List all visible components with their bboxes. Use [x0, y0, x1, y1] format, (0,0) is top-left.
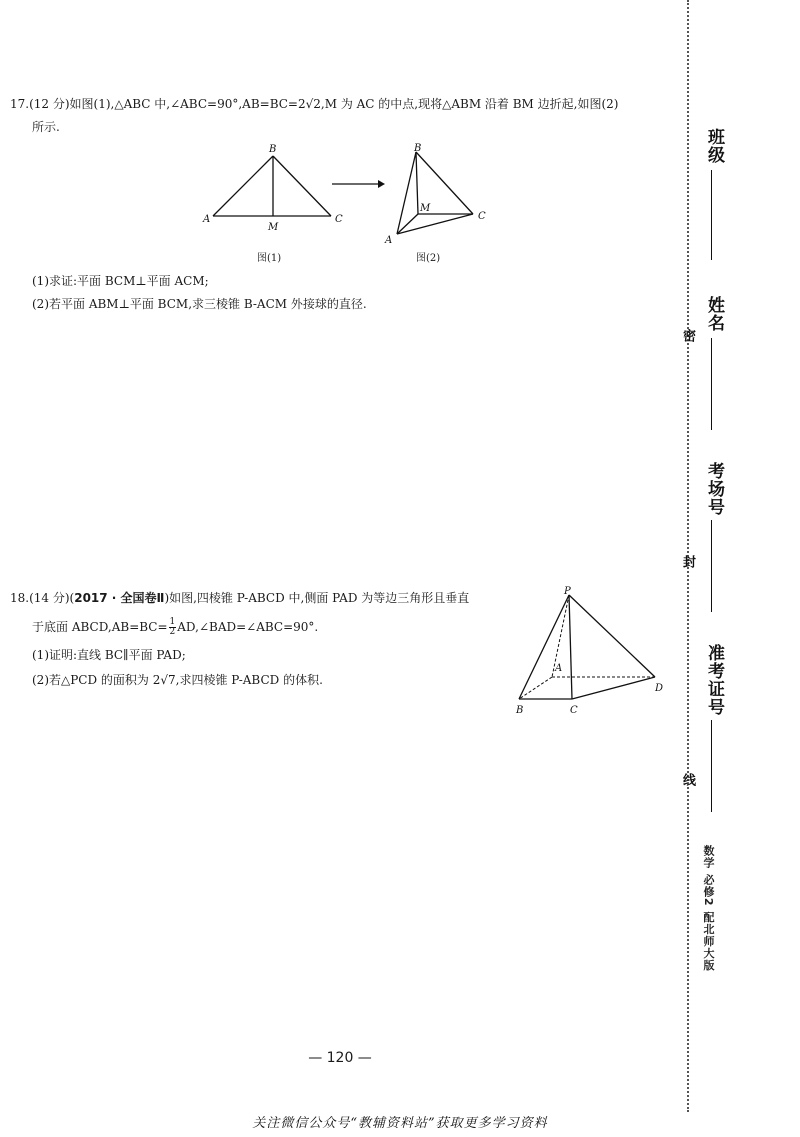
q17-fig1-caption: 图(1) [257, 253, 282, 264]
q17-figure-2 [385, 142, 495, 248]
fig2-label-m: M [420, 203, 431, 214]
fig1-edge-bc [273, 156, 331, 216]
book-info: 数学 必修2 配北师大版 [702, 845, 715, 972]
q18-source: 2017 · 全国卷Ⅱ [74, 591, 165, 605]
fraction-one-half: $\frac{1}{2}$ [169, 617, 176, 637]
exam-room-underline [711, 520, 712, 612]
pyr-edge-pd [569, 595, 655, 677]
pyr-label-d: D [655, 683, 664, 694]
q17-line2: 所示. [32, 120, 60, 134]
q18-number: 18.(14 分)( [10, 591, 75, 605]
q17-figure-1 [195, 140, 355, 240]
class-underline [711, 170, 712, 260]
pyr-edge-cd [572, 677, 655, 699]
pyr-label-p: P [564, 586, 571, 597]
pyr-label-c: C [570, 705, 578, 716]
fig1-label-c: C [335, 214, 343, 225]
admission-number-underline [711, 720, 712, 812]
q18-line1 [10, 591, 469, 605]
q18-line2: 于底面 ABCD,AB=BC= $\frac{1}{2}$ AD,∠BAD=∠ABC=90°. [32, 617, 319, 637]
q18-part1: (1)证明:直线 BC∥平面 PAD; [32, 648, 186, 662]
fig1-label-b: B [269, 144, 277, 155]
fig2-edge-ba [397, 152, 416, 234]
pyr-label-a: A [555, 663, 563, 674]
q17-line1: 17.(12 分)如图(1),△ABC 中,∠ABC=90°,AB=BC=2√2,M 为 AC 的中点,现将△ABM 沿着 BM 边折起,如图(2) [10, 97, 619, 111]
fig1-label-a: A [203, 214, 211, 225]
seal-mi: 密 [680, 329, 695, 342]
fold-arrow [330, 178, 386, 190]
q18-stem: )如图,四棱锥 P-ABCD 中,侧面 PAD 为等边三角形且垂直 [164, 591, 470, 605]
seal-feng: 封 [680, 555, 695, 568]
exam-room-label: 考场号 [704, 462, 724, 516]
fig2-label-a: A [385, 235, 393, 246]
seal-xian: 线 [680, 773, 695, 786]
q18-part2: (2)若△PCD 的面积为 2√7,求四棱锥 P-ABCD 的体积. [32, 673, 323, 687]
pyr-edge-pc [569, 595, 572, 699]
fig1-label-m: M [268, 222, 279, 233]
q17-part1: (1)求证:平面 BCM⊥平面 ACM; [32, 274, 209, 288]
fig2-label-b: B [414, 143, 422, 154]
fig2-edge-bm [416, 152, 418, 214]
fig2-label-c: C [478, 211, 486, 222]
fig1-edge-ab [213, 156, 273, 216]
footer-note: 关注微信公众号“教辅资料站”获取更多学习资料 [252, 1116, 548, 1131]
pyr-label-b: B [516, 705, 524, 716]
class-label: 班级 [704, 128, 724, 164]
name-underline [711, 338, 712, 430]
q18-pyramid-figure [510, 585, 670, 720]
q17-part2: (2)若平面 ABM⊥平面 BCM,求三棱锥 B-ACM 外接球的直径. [32, 297, 367, 311]
page-number: — 120 — [308, 1050, 372, 1066]
q17-fig2-caption: 图(2) [416, 253, 441, 264]
admission-number-label: 准考证号 [704, 644, 724, 716]
name-label: 姓名 [704, 296, 724, 332]
pyr-edge-pb [519, 595, 569, 699]
